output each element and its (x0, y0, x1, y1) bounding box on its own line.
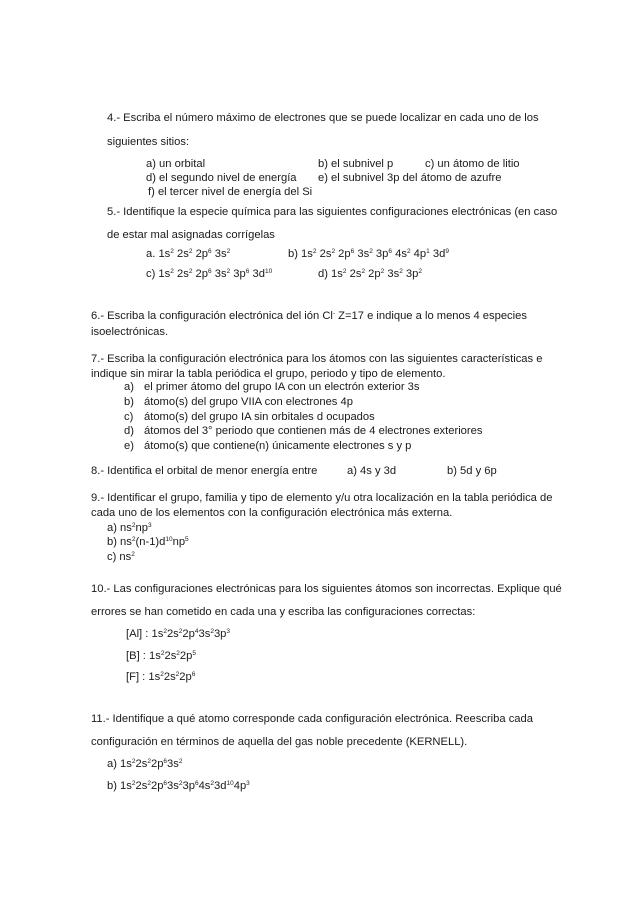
q11-b-label: b) (107, 780, 117, 792)
q7-item-a-text: el primer átomo del grupo IA con un electrón exterior 3s (144, 381, 420, 393)
q4-option-f: f) el tercer nivel de energía del Si (148, 186, 313, 198)
q11-config-b: b) $1s^22s^22p^63s^23p^64s^23d^{10}4p^3$ (107, 780, 250, 792)
q7-item-a-label: a) (124, 381, 134, 393)
q10-text-line1: 10.- Las configuraciones electrónicas para los siguientes átomos son incorrectas. Explique qué (91, 583, 562, 595)
q10-f-label: [F] : (126, 671, 146, 683)
q5-c-label: c) (146, 268, 156, 280)
q6-text-line1 (91, 309, 527, 323)
q11-text-line1: 11.- Identifique a qué atomo corresponde cada configuración electrónica. Reescriba cada (91, 713, 533, 725)
q9-c-label: c) (107, 551, 117, 563)
q10-config-b: [B] : $1s^22s^22p^5$ (126, 650, 196, 662)
q4-option-c: c) un átomo de litio (425, 158, 520, 170)
q6-text-part1: 6.- Escriba la configuración electrónica del ión Cl (91, 310, 333, 322)
q9-b-label: b) (107, 536, 117, 548)
q4-option-e: e) el subnivel 3p del átomo de azufre (318, 172, 502, 184)
q5-config-d: d) $1s^2$ $2s^2$ $2p^2$ $3s^2$ $3p^2$ (318, 268, 423, 280)
q8-text: 8.- Identifica el orbital de menor energía entre (91, 465, 318, 477)
q9-text-line2: cada uno de los elementos con la configuración electrónica más externa. (91, 507, 453, 519)
q5-d-label: d) (318, 268, 328, 280)
q10-config-f: [F] : $1s^22s^22p^6$ (126, 671, 196, 683)
q11-text-line2: configuración en términos de aquella del gas noble precedente (KERNELL). (91, 736, 468, 748)
q4-text-line2: siguientes sitios: (107, 136, 190, 148)
q7-item-e-text: átomo(s) que contiene(n) únicamente electrones s y p (144, 440, 412, 452)
q5-text-line2: de estar mal asignadas corrígelas (107, 229, 275, 241)
q5-config-a: a. $1s^2$ $2s^2$ $2p^6$ $3s^2$ (146, 248, 231, 260)
q7-item-c-text: átomo(s) del grupo IA sin orbitales d ocupados (144, 411, 375, 423)
q5-a-label: a. (146, 248, 156, 260)
q7-item-d-text: átomos del 3° periodo que contienen más de 4 electrones exteriores (144, 425, 483, 437)
q9-config-b: b) $ns^2(n-1)d^{10}np^5$ (107, 536, 189, 548)
q10-al-label: [Al] : (126, 628, 149, 640)
q4-option-d: d) el segundo nivel de energía (146, 172, 297, 184)
q5-b-label: b) (288, 248, 298, 260)
q10-config-al: [Al] : $1s^22s^22p^43s^23p^3$ (126, 628, 231, 640)
q11-config-a: a) $1s^22s^22p^63s^2$ (107, 758, 183, 770)
q7-text-line2: indique sin mirar la tabla periódica el grupo, periodo y tipo de elemento. (91, 368, 446, 380)
q8-option-b: b) 5d y 6p (447, 465, 497, 477)
q4-option-b: b) el subnivel p (318, 158, 394, 170)
q7-item-e-label: e) (124, 440, 134, 452)
q7-item-b-label: b) (124, 396, 134, 408)
q7-item-b-text: átomo(s) del grupo VIIA con electrones 4p (144, 396, 353, 408)
q6-charge: - (332, 310, 336, 317)
q7-text-line1: 7.- Escriba la configuración electrónica para los átomos con las siguientes características e (91, 353, 543, 365)
q9-config-c: c) $ns^2$ (107, 551, 135, 563)
q6-text-part2: Z=17 e indique a lo menos 4 especies (335, 310, 527, 322)
q4-option-a: a) un orbital (146, 158, 206, 170)
q4-text-line1: 4.- Escriba el número máximo de electrones que se puede localizar en cada uno de los (107, 112, 539, 124)
q7-item-d-label: d) (124, 425, 134, 437)
q10-b-label: [B] : (126, 650, 146, 662)
q5-config-b: b) $1s^2$ $2s^2$ $2p^6$ $3s^2$ $3p^6$ $4s^2$ $4p^1$ $3d^9$ (288, 248, 449, 260)
q6-text-line2: isoelectrónicas. (91, 326, 169, 338)
q11-a-label: a) (107, 758, 117, 770)
q8-option-a: a) 4s y 3d (347, 465, 397, 477)
q7-item-c-label: c) (124, 411, 134, 423)
q5-config-c: c) $1s^2$ $2s^2$ $2p^6$ $3s^2$ $3p^6$ $3d^{10}$ (146, 268, 273, 280)
q9-config-a: a) $ns^2np^3$ (107, 522, 152, 534)
q9-a-label: a) (107, 522, 117, 534)
q10-text-line2: errores se han cometido en cada una y escriba las configuraciones correctas: (91, 606, 476, 618)
q9-text-line1: 9.- Identificar el grupo, familia y tipo de elemento y/u otra localización en la tabla periódica de (91, 492, 553, 504)
q5-text-line1: 5.- Identifique la especie química para las siguientes configuraciones electrónicas (en caso (107, 206, 558, 218)
